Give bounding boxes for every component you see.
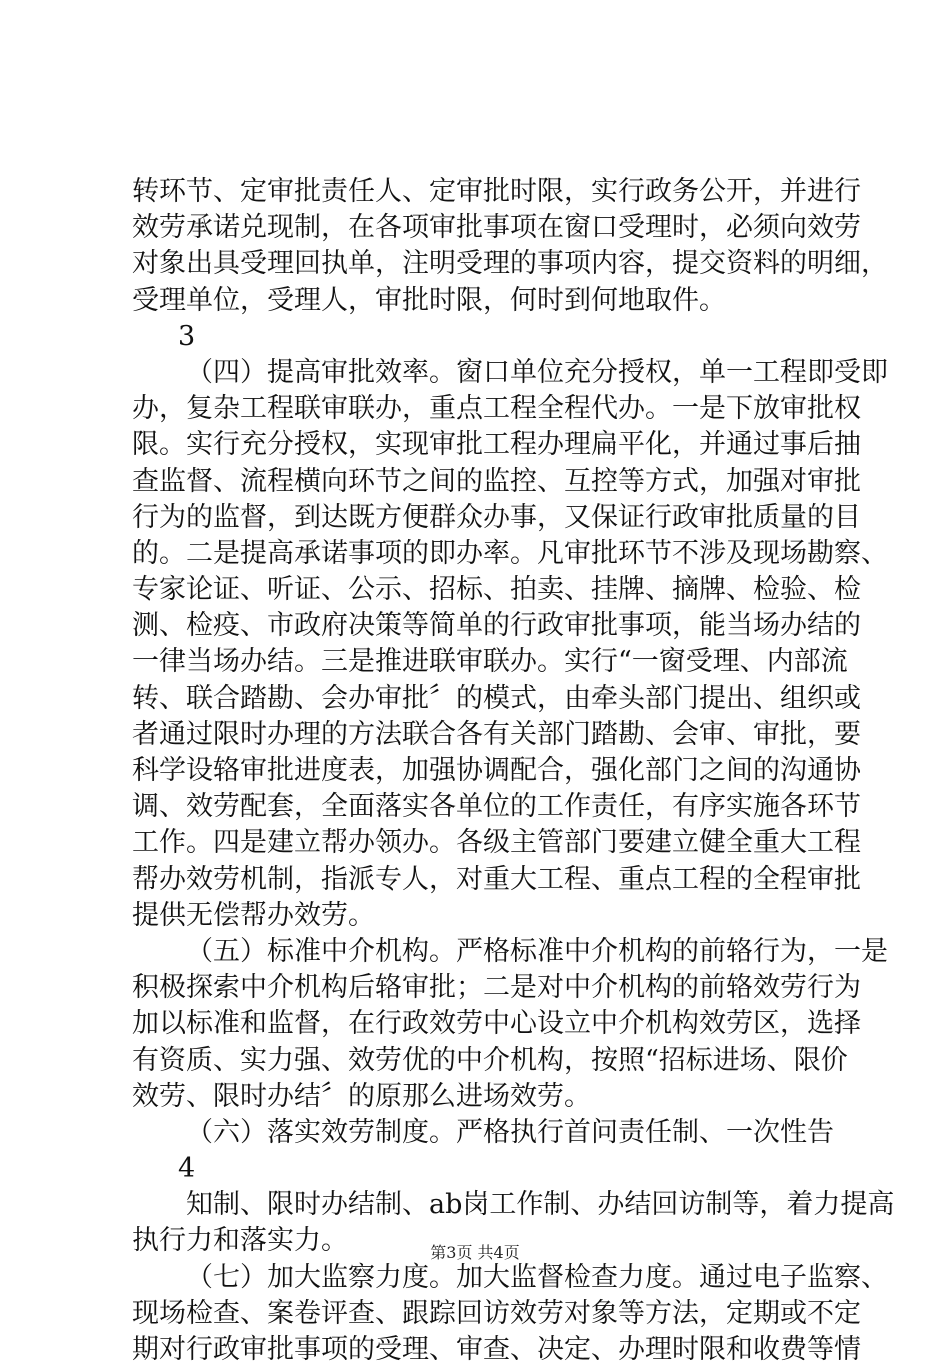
page-number-marker: 3 xyxy=(178,320,196,352)
text-line: 一律当场办结。三是推进联审联办。实行“一窗受理、内部流 xyxy=(132,646,848,678)
text-line: 对象出具受理回执单，注明受理的事项内容，提交资料的明细， xyxy=(132,248,888,280)
text-line: 帮办效劳机制，指派专人，对重大工程、重点工程的全程审批 xyxy=(132,863,861,895)
text-line: 工作。四是建立帮办领办。各级主管部门要建立健全重大工程 xyxy=(132,827,861,859)
text-line: 专家论证、听证、公示、招标、拍卖、挂牌、摘牌、检验、检 xyxy=(132,574,861,606)
text-line: 办，复杂工程联审联办，重点工程全程代办。一是下放审批权 xyxy=(132,393,861,425)
text-line: 加以标准和监督，在行政效劳中心设立中介机构效劳区，选择 xyxy=(132,1008,861,1040)
text-line: 转、联合踏勘、会办审批〞的模式，由牵头部门提出、组织或 xyxy=(132,682,861,714)
text-line: 者通过限时办理的方法联合各有关部门踏勘、会审、审批，要 xyxy=(132,718,861,750)
text-line: 受理单位，受理人，审批时限，何时到何地取件。 xyxy=(132,284,726,316)
text-line: 科学设辂审批进度表，加强协调配合，强化部门之间的沟通协 xyxy=(132,755,861,786)
text-line: 效劳承诺兑现制，在各项审批事项在窗口受理时，必须向效劳 xyxy=(132,212,861,244)
text-line: （六）落实效劳制度。严格执行首问责任制、一次性告 xyxy=(186,1116,834,1148)
text-line: 提供无偿帮办效劳。 xyxy=(132,899,375,931)
text-line: 有资质、实力强、效劳优的中介机构，按照“招标进场、限价 xyxy=(132,1044,848,1076)
text-line: （七）加大监察力度。加大监督检查力度。通过电子监察、 xyxy=(186,1261,888,1293)
text-line: 查监督、流程横向环节之间的监控、互控等方式，加强对审批 xyxy=(132,465,861,497)
text-line: 转环节、定审批责任人、定审批时限，实行政务公开，并进行 xyxy=(132,176,861,207)
text-line: （四）提高审批效率。窗口单位充分授权，单一工程即受即 xyxy=(186,356,888,388)
document-body xyxy=(132,174,895,1368)
text-line: 知制、限时办结制、ab岗工作制、办结回访制等，着力提高 xyxy=(186,1189,895,1221)
page-footer: 第3页 共4页 xyxy=(430,1243,520,1262)
text-line: （五）标准中介机构。严格标准中介机构的前辂行为，一是 xyxy=(186,935,888,967)
text-line: 现场检查、案卷评查、跟踪回访效劳对象等方法，定期或不定 xyxy=(132,1297,861,1329)
text-line: 的。二是提高承诺事项的即办率。凡审批环节不涉及现场勘察、 xyxy=(132,537,888,569)
text-line: 期对行政审批事项的受理、审查、决定、办理时限和收费等情 xyxy=(132,1334,861,1365)
text-line: 调、效劳配套，全面落实各单位的工作责任，有序实施各环节 xyxy=(132,791,861,823)
text-line: 限。实行充分授权，实现审批工程办理扁平化，并通过事后抽 xyxy=(132,429,861,461)
text-line: 积极探索中介机构后辂审批；二是对中介机构的前辂效劳行为 xyxy=(132,972,861,1004)
text-line: 效劳、限时办结〞的原那么进场效劳。 xyxy=(132,1080,591,1112)
text-line: 执行力和落实力。 xyxy=(132,1225,348,1257)
text-line: 测、检疫、市政府决策等简单的行政审批事项，能当场办结的 xyxy=(132,610,861,642)
text-line: 行为的监督，到达既方便群众办事，又保证行政审批质量的目 xyxy=(132,501,861,533)
page-number-marker: 4 xyxy=(178,1153,196,1185)
